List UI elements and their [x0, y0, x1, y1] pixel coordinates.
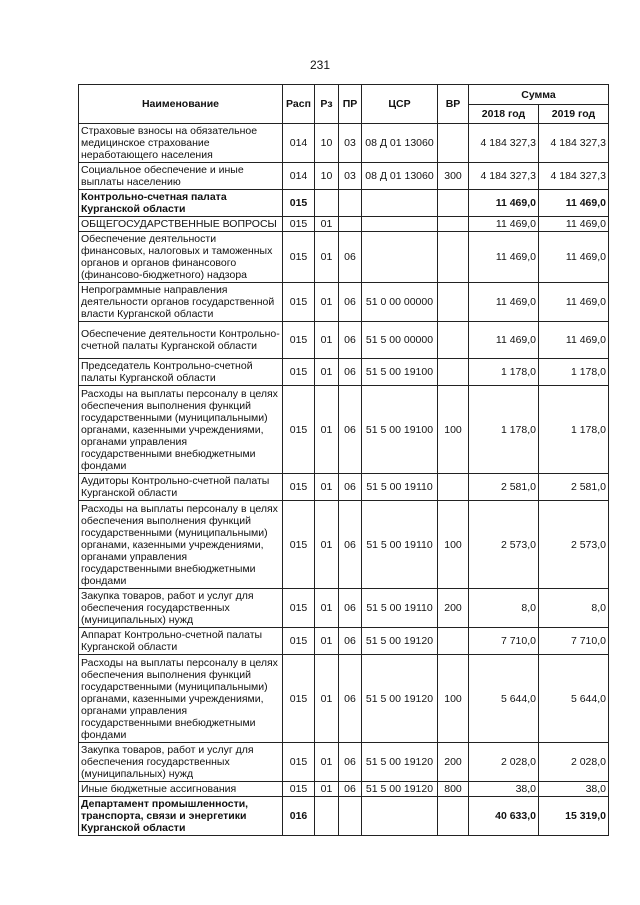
- cell-rz: 10: [315, 163, 339, 190]
- cell-rasp: 014: [283, 163, 315, 190]
- cell-2019: 5 644,0: [539, 655, 609, 743]
- cell-rasp: 015: [283, 232, 315, 283]
- table-row: [79, 628, 609, 655]
- cell-pr: 06: [339, 501, 362, 589]
- cell-2018: 1 178,0: [469, 359, 539, 386]
- cell-2019: 11 469,0: [539, 190, 609, 217]
- cell-2019: 1 178,0: [539, 359, 609, 386]
- table-row: [79, 190, 609, 217]
- cell-rz: 01: [315, 589, 339, 628]
- cell-rz: 01: [315, 386, 339, 474]
- cell-rasp: 015: [283, 474, 315, 501]
- cell-vr: [438, 190, 469, 217]
- cell-2019: 2 581,0: [539, 474, 609, 501]
- header-rasp: Расп: [283, 85, 315, 124]
- cell-vr: 800: [438, 782, 469, 797]
- cell-2018: 4 184 327,3: [469, 124, 539, 163]
- cell-csr: 51 5 00 19110: [362, 474, 438, 501]
- cell-2018: 1 178,0: [469, 386, 539, 474]
- cell-csr: 51 5 00 19110: [362, 589, 438, 628]
- cell-pr: 06: [339, 782, 362, 797]
- cell-2018: 7 710,0: [469, 628, 539, 655]
- cell-rz: [315, 797, 339, 836]
- table-row: [79, 797, 609, 836]
- cell-rasp: 015: [283, 589, 315, 628]
- cell-pr: 06: [339, 743, 362, 782]
- cell-rasp: 014: [283, 124, 315, 163]
- cell-name: Расходы на выплаты персоналу в целях обеспечения выполнения функций государственными (муниципальными) органами, казенными учреждениями, органами управления государственными внебюджетными фондами: [79, 386, 283, 474]
- cell-vr: 300: [438, 163, 469, 190]
- cell-name: Страховые взносы на обязательное медицинское страхование неработающего населения: [79, 124, 283, 163]
- cell-2018: 8,0: [469, 589, 539, 628]
- header-pr: ПР: [339, 85, 362, 124]
- cell-vr: [438, 797, 469, 836]
- cell-2018: 5 644,0: [469, 655, 539, 743]
- cell-rz: 01: [315, 474, 339, 501]
- header-csr: ЦСР: [362, 85, 438, 124]
- cell-2018: 11 469,0: [469, 232, 539, 283]
- cell-vr: [438, 474, 469, 501]
- table-row: [79, 359, 609, 386]
- cell-pr: [339, 797, 362, 836]
- cell-name: Иные бюджетные ассигнования: [79, 782, 283, 797]
- cell-name: Расходы на выплаты персоналу в целях обеспечения выполнения функций государственными (муниципальными) органами, казенными учреждениями, органами управления государственными внебюджетными фондами: [79, 655, 283, 743]
- cell-rasp: 015: [283, 655, 315, 743]
- table-row: [79, 386, 609, 474]
- budget-table: [78, 84, 609, 836]
- cell-name: Аудиторы Контрольно-счетной палаты Курганской области: [79, 474, 283, 501]
- cell-2018: 11 469,0: [469, 190, 539, 217]
- cell-rasp: 015: [283, 283, 315, 322]
- cell-2018: 2 573,0: [469, 501, 539, 589]
- cell-pr: 06: [339, 474, 362, 501]
- cell-2019: 7 710,0: [539, 628, 609, 655]
- cell-2019: 11 469,0: [539, 217, 609, 232]
- cell-rz: 01: [315, 283, 339, 322]
- cell-pr: 06: [339, 232, 362, 283]
- cell-2018: 40 633,0: [469, 797, 539, 836]
- cell-2019: 11 469,0: [539, 322, 609, 359]
- cell-2019: 4 184 327,3: [539, 124, 609, 163]
- cell-csr: 51 5 00 00000: [362, 322, 438, 359]
- cell-name: Контрольно-счетная палата Курганской области: [79, 190, 283, 217]
- cell-pr: 06: [339, 589, 362, 628]
- header-2018: 2018 год: [469, 105, 539, 124]
- cell-name: Аппарат Контрольно-счетной палаты Курганской области: [79, 628, 283, 655]
- table-row: [79, 124, 609, 163]
- cell-rasp: 015: [283, 743, 315, 782]
- cell-vr: [438, 322, 469, 359]
- cell-rasp: 015: [283, 386, 315, 474]
- cell-csr: 51 5 00 19120: [362, 655, 438, 743]
- cell-csr: 51 5 00 19120: [362, 743, 438, 782]
- table-row: [79, 217, 609, 232]
- cell-rasp: 015: [283, 322, 315, 359]
- header-name: Наименование: [79, 85, 283, 124]
- cell-2019: 8,0: [539, 589, 609, 628]
- cell-vr: 200: [438, 589, 469, 628]
- cell-2019: 11 469,0: [539, 283, 609, 322]
- cell-name: Закупка товаров, работ и услуг для обеспечения государственных (муниципальных) нужд: [79, 589, 283, 628]
- cell-2018: 11 469,0: [469, 217, 539, 232]
- cell-pr: 06: [339, 359, 362, 386]
- table-body: [79, 124, 609, 836]
- cell-2019: 11 469,0: [539, 232, 609, 283]
- cell-pr: 03: [339, 124, 362, 163]
- cell-vr: 100: [438, 501, 469, 589]
- cell-vr: [438, 124, 469, 163]
- cell-name: Расходы на выплаты персоналу в целях обеспечения выполнения функций государственными (муниципальными) органами, казенными учреждениями, органами управления государственными внебюджетными фондами: [79, 501, 283, 589]
- cell-rz: 01: [315, 232, 339, 283]
- table-row: [79, 743, 609, 782]
- cell-rz: 01: [315, 628, 339, 655]
- cell-csr: [362, 217, 438, 232]
- cell-csr: [362, 190, 438, 217]
- cell-2019: 4 184 327,3: [539, 163, 609, 190]
- cell-vr: [438, 628, 469, 655]
- cell-rz: 01: [315, 322, 339, 359]
- cell-vr: 200: [438, 743, 469, 782]
- cell-rasp: 015: [283, 217, 315, 232]
- cell-rasp: 015: [283, 628, 315, 655]
- header-vr: ВР: [438, 85, 469, 124]
- cell-pr: [339, 190, 362, 217]
- cell-vr: [438, 283, 469, 322]
- cell-pr: [339, 217, 362, 232]
- cell-csr: 51 5 00 19100: [362, 359, 438, 386]
- cell-csr: 51 5 00 19120: [362, 782, 438, 797]
- page-number: 231: [309, 58, 331, 72]
- cell-2019: 2 573,0: [539, 501, 609, 589]
- cell-pr: 06: [339, 283, 362, 322]
- cell-rz: 01: [315, 217, 339, 232]
- cell-pr: 06: [339, 386, 362, 474]
- cell-name: Закупка товаров, работ и услуг для обеспечения государственных (муниципальных) нужд: [79, 743, 283, 782]
- table-row: [79, 163, 609, 190]
- cell-rasp: 015: [283, 501, 315, 589]
- cell-pr: 06: [339, 628, 362, 655]
- cell-pr: 03: [339, 163, 362, 190]
- cell-name: ОБЩЕГОСУДАРСТВЕННЫЕ ВОПРОСЫ: [79, 217, 283, 232]
- cell-rz: 01: [315, 501, 339, 589]
- cell-2018: 11 469,0: [469, 283, 539, 322]
- cell-2018: 2 581,0: [469, 474, 539, 501]
- cell-vr: 100: [438, 386, 469, 474]
- cell-rasp: 015: [283, 782, 315, 797]
- cell-csr: 51 0 00 00000: [362, 283, 438, 322]
- table-row: [79, 589, 609, 628]
- cell-rz: 01: [315, 743, 339, 782]
- table-row: [79, 782, 609, 797]
- cell-vr: [438, 217, 469, 232]
- cell-rz: 01: [315, 359, 339, 386]
- cell-rasp: 016: [283, 797, 315, 836]
- cell-2019: 15 319,0: [539, 797, 609, 836]
- cell-csr: 51 5 00 19100: [362, 386, 438, 474]
- cell-rasp: 015: [283, 359, 315, 386]
- cell-name: Социальное обеспечение и иные выплаты населению: [79, 163, 283, 190]
- cell-csr: 51 5 00 19110: [362, 501, 438, 589]
- cell-2018: 38,0: [469, 782, 539, 797]
- cell-2019: 2 028,0: [539, 743, 609, 782]
- cell-rz: 01: [315, 782, 339, 797]
- cell-rasp: 015: [283, 190, 315, 217]
- cell-rz: 10: [315, 124, 339, 163]
- cell-rz: 01: [315, 655, 339, 743]
- cell-csr: 51 5 00 19120: [362, 628, 438, 655]
- header-2019: 2019 год: [539, 105, 609, 124]
- table-row: [79, 474, 609, 501]
- header-sum: Сумма: [469, 85, 609, 105]
- cell-pr: 06: [339, 655, 362, 743]
- cell-name: Обеспечение деятельности финансовых, налоговых и таможенных органов и органов финансового (финансово-бюджетного) надзора: [79, 232, 283, 283]
- table-row: [79, 655, 609, 743]
- cell-vr: 100: [438, 655, 469, 743]
- cell-pr: 06: [339, 322, 362, 359]
- cell-name: Председатель Контрольно-счетной палаты Курганской области: [79, 359, 283, 386]
- cell-rz: [315, 190, 339, 217]
- cell-csr: [362, 797, 438, 836]
- cell-name: Департамент промышленности, транспорта, связи и энергетики Курганской области: [79, 797, 283, 836]
- cell-2018: 11 469,0: [469, 322, 539, 359]
- table-row: [79, 501, 609, 589]
- cell-2018: 4 184 327,3: [469, 163, 539, 190]
- cell-name: Обеспечение деятельности Контрольно-счетной палаты Курганской области: [79, 322, 283, 359]
- cell-csr: 08 Д 01 13060: [362, 124, 438, 163]
- table-row: [79, 232, 609, 283]
- cell-2018: 2 028,0: [469, 743, 539, 782]
- cell-name: Непрограммные направления деятельности органов государственной власти Курганской области: [79, 283, 283, 322]
- table-row: [79, 322, 609, 359]
- cell-csr: [362, 232, 438, 283]
- cell-vr: [438, 232, 469, 283]
- table-row: [79, 283, 609, 322]
- cell-csr: 08 Д 01 13060: [362, 163, 438, 190]
- cell-2019: 38,0: [539, 782, 609, 797]
- header-rz: Рз: [315, 85, 339, 124]
- cell-2019: 1 178,0: [539, 386, 609, 474]
- cell-vr: [438, 359, 469, 386]
